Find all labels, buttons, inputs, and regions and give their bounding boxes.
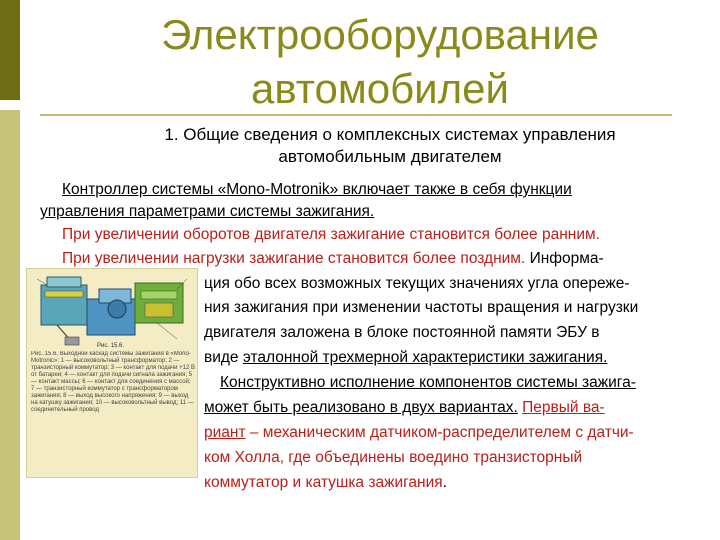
text-line8-underlined: эталонной трехмерной характеристики зажигания. xyxy=(242,349,608,366)
text-line12: ком Холла, где объединены воедино транзисторный xyxy=(204,449,583,466)
text-line8 xyxy=(204,346,607,369)
paragraph1-line2: управления параметрами системы зажигания. xyxy=(40,203,375,220)
ignition-module-illustration xyxy=(27,269,199,349)
text-line11 xyxy=(204,421,634,444)
sidebar-gap xyxy=(0,100,20,110)
decorative-sidebar xyxy=(0,0,20,540)
text-line5: ция обо всех возможных текущих значениях угла опереже- xyxy=(204,275,630,292)
section-heading-line1: 1. Общие сведения о комплексных системах управления xyxy=(164,125,616,144)
section-heading-line2: автомобильным двигателем xyxy=(278,147,502,166)
paragraph2: При увеличении оборотов двигателя зажигание становится более ранним. xyxy=(62,226,600,243)
figure-caption: Рис. 15.6. Выходной каскад системы зажигания в «Mono-Motronic»: 1 — высоковольтный трансформатор; 2 — транзисторный коммутатор; 3 — контакт для подачи +12 В от батареи; 4 — контакт для подачи сигнала зажигания; 5 — контакт массы; 6 — контакт для соединения с массой; 7 — транзисторный коммутатор с трансформатором зажигания; 8 — выход высокого напряжения; 9 — выход на катушку зажигания; 10 — высоковольтный вывод; 11 — соединительный провод xyxy=(31,351,195,413)
text-line10-red: Первый ва- xyxy=(522,399,605,416)
paragraph3-line1 xyxy=(62,247,604,270)
text-line7: двигателя заложена в блоке постоянной памяти ЭБУ в xyxy=(204,324,600,341)
sidebar-dark-block xyxy=(0,0,20,100)
text-line10 xyxy=(204,396,605,419)
text-line11-red-underlined: риант xyxy=(204,424,246,441)
text-line9: Конструктивно исполнение компонентов системы зажига- xyxy=(220,374,636,391)
text-line10-plain: может быть реализовано в двух вариантах. xyxy=(204,399,518,416)
text-line13-red: коммутатор и катушка зажигания xyxy=(204,474,443,491)
text-line13-dot: . xyxy=(442,474,447,491)
section-heading xyxy=(110,124,670,168)
slide-title-line2: автомобилей xyxy=(251,65,509,112)
slide-title xyxy=(40,8,720,116)
figure-title: Рис. 15.6. xyxy=(97,343,125,349)
text-line13 xyxy=(204,471,447,494)
paragraph1-line1: Контроллер системы «Mono-Motronik» включает также в себя функции xyxy=(62,181,572,198)
title-divider xyxy=(40,114,672,116)
text-line6: ния зажигания при изменении частоты вращения и нагрузки xyxy=(204,299,639,316)
slide-title-line1: Электрооборудование xyxy=(161,11,599,58)
ignition-module-figure xyxy=(26,268,198,478)
paragraph3-tail: Информа- xyxy=(525,250,604,267)
paragraph3-dot: . xyxy=(520,250,526,267)
text-line8-plain: виде xyxy=(204,349,243,366)
text-line11-red: – механическим датчиком-распределителем с датчи- xyxy=(245,424,634,441)
sidebar-light-block xyxy=(0,110,20,540)
paragraph3-red-text: При увеличении нагрузки зажигание становится более поздним xyxy=(62,250,521,267)
